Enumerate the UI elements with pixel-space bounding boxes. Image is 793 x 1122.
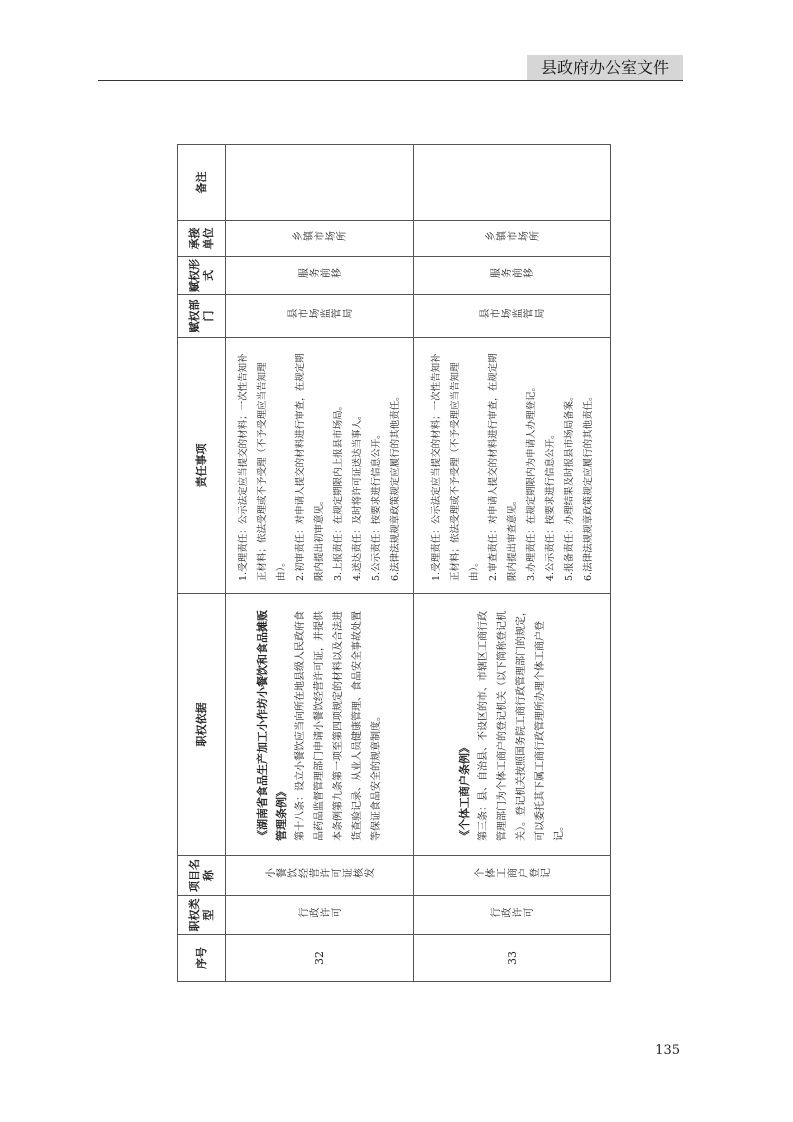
basis-law-title: 《湖南省食品生产加工小作坊小餐饮和食品摊贩管理条例》	[256, 610, 288, 841]
column-header: 项目名称	[178, 856, 226, 896]
page-number: 135	[655, 1043, 680, 1058]
authority-table	[177, 144, 611, 982]
document-header-title: 县政府办公室文件	[540, 58, 669, 77]
row-type-cell	[414, 896, 611, 935]
table-header-row	[178, 145, 226, 982]
basis-text: 第十八条：设立小餐饮应当向所在地县级人民政府食品药品监督管理部门申请小餐饮经营许可证，并提供本条例第九条第一项至第四项规定的材料以及合法进货查验记录、从业人员健康管理、食品安全事故处置等保证食品安全的规章制度。	[295, 611, 382, 841]
rotated-table-canvas	[177, 145, 604, 982]
duty-item: 6.法律法规规章政策规定应履行的其他责任。	[390, 391, 401, 581]
row-unit: 乡镇市场所	[484, 232, 540, 244]
duty-item: 3.办理责任：在规定期限内为申请人办理登记。	[525, 381, 537, 581]
header-rule	[98, 80, 683, 81]
duty-item: 6.法律法规规章政策规定应履行的其他责任。	[582, 391, 594, 581]
row-dept-cell	[226, 295, 414, 338]
duty-item: 2.初审责任：对申请人提交的材料进行审查，在规定期限内提出初审意见。	[295, 353, 325, 581]
rotated-table-wrapper	[177, 145, 604, 982]
row-unit-cell	[414, 221, 611, 257]
basis-text: 第三条：县、自治县、不设区的市、市辖区工商行政管理部门为个体工商户的登记机关（以下简称登记机关）。登记机关按照国务院工商行政管理部门的规定，可以委托其下属工商行政管理所办理个体工商户登记。	[478, 606, 565, 841]
row-dept: 县市场监管局	[479, 310, 545, 321]
row-name: 个体工商户登记	[473, 869, 551, 881]
basis-law-title: 《个体工商户条例》	[458, 742, 471, 841]
duty-item: 5.公示责任：按要求进行信息公开。	[371, 429, 382, 581]
row-basis	[226, 594, 414, 856]
row-seq: 33	[414, 935, 611, 982]
row-seq: 32	[226, 935, 414, 982]
column-header: 承接单位	[178, 221, 226, 257]
duty-item: 1.受理责任：公示法定应当提交的材料；一次性告知补正材料；依法受理或不予受理（不予受理应当告知理由）。	[430, 353, 480, 581]
duty-item: 3.上报责任：在规定期限内上报县市场局。	[333, 400, 344, 581]
column-header: 赋权形式	[178, 257, 226, 295]
row-name: 小餐饮经营许可证核发	[264, 869, 375, 881]
column-header: 序号	[178, 935, 226, 982]
row-type: 行政许可	[297, 909, 342, 920]
column-header: 职权依据	[178, 594, 226, 856]
row-name-cell	[226, 856, 414, 896]
row-name-cell	[414, 856, 611, 896]
row-form: 服务前移	[297, 269, 342, 281]
row-dept: 县市场监管局	[286, 310, 353, 321]
row-duties	[414, 338, 611, 594]
row-duties	[226, 338, 414, 594]
row-unit: 乡镇市场所	[292, 232, 347, 244]
duty-item: 2.审查责任：对申请人提交的材料进行审查，在规定期限内提出审查意见。	[487, 353, 518, 581]
row-basis	[414, 594, 611, 856]
duty-item: 1.受理责任：公示法定应当提交的材料；一次性告知补正材料；依法受理或不予受理（不予受理应当告知理由）。	[238, 353, 287, 581]
table-row	[414, 145, 611, 982]
duty-item: 5.报备责任：办理结果及时报县市场局备案。	[563, 391, 575, 581]
column-header: 责任事项	[178, 338, 226, 594]
row-type-cell	[226, 896, 414, 935]
row-type: 行政许可	[490, 909, 534, 920]
column-header: 赋权部门	[178, 295, 226, 338]
row-dept-cell	[414, 295, 611, 338]
row-unit-cell	[226, 221, 414, 257]
row-note	[414, 145, 611, 221]
row-form-cell	[226, 257, 414, 295]
row-note	[226, 145, 414, 221]
duty-item: 4.公示责任：按要求进行信息公开。	[544, 429, 556, 581]
row-form-cell	[414, 257, 611, 295]
row-form: 服务前移	[490, 269, 534, 281]
column-header: 备注	[178, 145, 226, 221]
column-header: 职权类型	[178, 896, 226, 935]
duty-item: 4.送达责任：及时将许可证送达当事人。	[352, 410, 363, 581]
table-row	[226, 145, 414, 982]
